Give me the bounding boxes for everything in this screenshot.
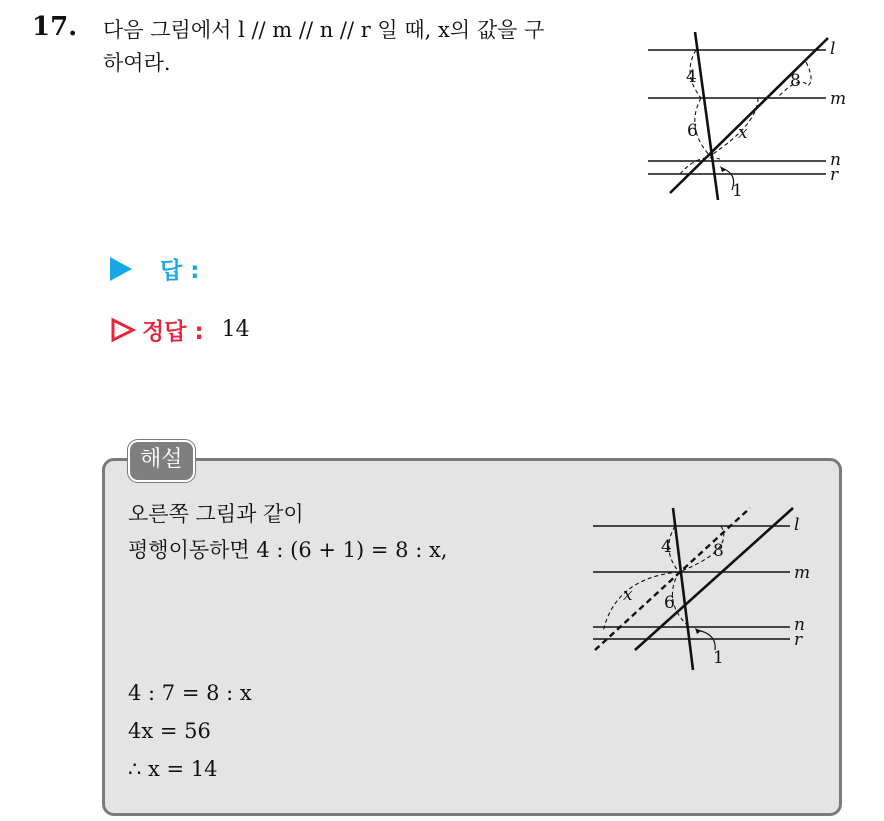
question-line-2: 하여라.: [103, 51, 171, 75]
label-r: r: [830, 165, 839, 185]
question-line-1: 다음 그림에서 l // m // n // r 일 때, x의 값을 구: [103, 18, 545, 42]
transversal-1: [673, 508, 693, 670]
label-4: 4: [686, 67, 697, 87]
translated-line: [595, 508, 750, 650]
transversal-1: [695, 32, 718, 200]
transversal-2: [670, 38, 828, 193]
label-8: 8: [713, 541, 724, 561]
solution-tag: 해설: [128, 440, 195, 482]
solution-eq-2: 4x = 56: [128, 719, 211, 743]
answer-label: 답 :: [160, 258, 200, 284]
label-x: x: [738, 123, 748, 143]
label-l: l: [794, 515, 800, 535]
solution-eq-1: 4 : 7 = 8 : x: [128, 681, 252, 705]
label-6: 6: [687, 121, 698, 141]
question-text: [103, 14, 623, 80]
solution-line-1: 오른쪽 그림과 같이: [128, 502, 304, 526]
label-r: r: [794, 630, 803, 650]
answer-row: [110, 252, 199, 285]
solution-line-2: 평행이동하면 4 : (6 + 1) = 8 : x,: [128, 538, 448, 562]
question-figure: [640, 28, 860, 208]
correct-answer-label: 정답 :: [142, 319, 204, 345]
correct-answer-row: [110, 313, 250, 346]
outline-play-icon: [110, 317, 136, 343]
label-m: m: [794, 563, 811, 583]
correct-answer-value: 14: [221, 317, 250, 342]
label-x: x: [623, 585, 633, 605]
question-number: 17.: [32, 12, 78, 42]
label-8: 8: [790, 71, 801, 91]
label-1: 1: [732, 181, 743, 201]
solution-eq-3: ∴ x = 14: [128, 757, 218, 781]
label-4: 4: [661, 537, 672, 557]
label-l: l: [830, 39, 836, 59]
label-n: n: [830, 150, 841, 170]
label-n: n: [794, 615, 805, 635]
label-m: m: [830, 89, 847, 109]
solution-figure: [585, 500, 825, 675]
transversal-2: [635, 508, 793, 650]
label-6: 6: [664, 593, 675, 613]
play-icon: [110, 257, 132, 281]
arrow-1: [697, 630, 715, 650]
label-1: 1: [713, 648, 724, 668]
